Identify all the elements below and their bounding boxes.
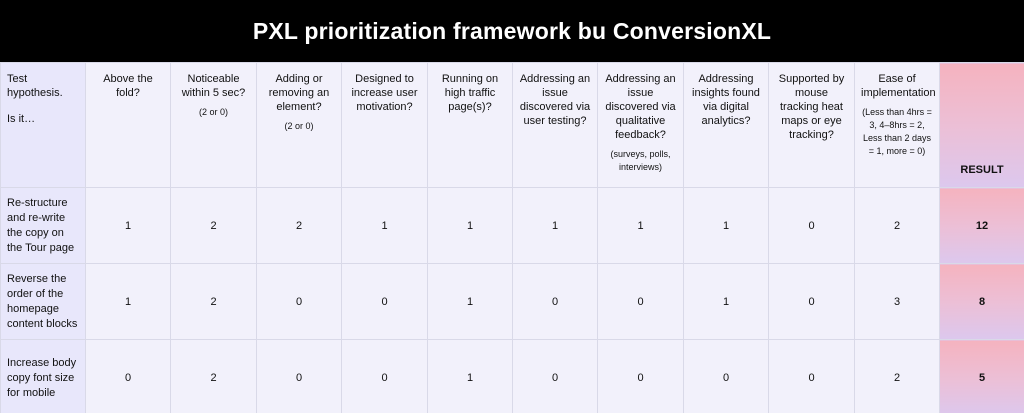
score-cell: 1: [684, 264, 769, 340]
header-title: Test hypothesis.: [7, 73, 63, 99]
score-cell: 1: [513, 188, 598, 264]
hypothesis-label: Re-structure and re-write the copy on the Tour page: [7, 196, 75, 254]
score-cell: 2: [171, 340, 257, 413]
page-title: PXL prioritization framework bu ConversionXL: [0, 0, 1024, 62]
criterion-title: Ease of implementation: [861, 73, 936, 99]
header-cell-criterion: [428, 63, 513, 188]
criterion-title: Running on high traffic page(s)?: [441, 73, 499, 113]
score-cell: 0: [684, 340, 769, 413]
header-cell-criterion: [86, 63, 171, 188]
score-cell: 0: [257, 264, 342, 340]
hypothesis-cell: [1, 188, 86, 264]
score-cell: 1: [428, 264, 513, 340]
score-cell: 0: [769, 340, 855, 413]
score-cell: 1: [342, 188, 428, 264]
criterion-title: Addressing an issue discovered via user testing?: [519, 73, 591, 127]
header-cell-test-hypothesis: [1, 63, 86, 188]
score-cell: 2: [171, 264, 257, 340]
header-cell-criterion: [769, 63, 855, 188]
score-cell: 1: [598, 188, 684, 264]
hypothesis-label: Increase body copy font size for mobile: [7, 356, 77, 399]
score-cell: 0: [769, 264, 855, 340]
score-cell: 0: [598, 264, 684, 340]
score-cell: 0: [513, 340, 598, 413]
table-body: [1, 63, 1024, 413]
hypothesis-cell: [1, 264, 86, 340]
header-cell-criterion: [257, 63, 342, 188]
hypothesis-cell: [1, 340, 86, 413]
score-cell: 1: [86, 188, 171, 264]
score-cell: 2: [855, 188, 940, 264]
criterion-title: Adding or removing an element?: [268, 73, 330, 113]
table-row: [1, 340, 1024, 413]
score-cell: 0: [769, 188, 855, 264]
score-cell: 1: [428, 188, 513, 264]
score-cell: 3: [855, 264, 940, 340]
result-cell: 12: [940, 188, 1024, 264]
criterion-title: Above the fold?: [103, 73, 153, 99]
score-cell: 1: [86, 264, 171, 340]
prioritization-table: [0, 62, 1024, 413]
score-cell: 2: [855, 340, 940, 413]
score-cell: 0: [598, 340, 684, 413]
table-row: [1, 188, 1024, 264]
header-cell-result: RESULT: [940, 63, 1024, 188]
header-cell-criterion: [855, 63, 940, 188]
result-cell: 5: [940, 340, 1024, 413]
hypothesis-label: Reverse the order of the homepage content blocks: [7, 272, 78, 330]
header-cell-criterion: [171, 63, 257, 188]
criterion-note: (2 or 0): [198, 107, 228, 117]
criterion-title: Addressing insights found via digital analytics?: [692, 73, 760, 127]
criterion-title: Supported by mouse tracking heat maps or eye tracking?: [778, 73, 845, 141]
score-cell: 0: [257, 340, 342, 413]
score-cell: 2: [171, 188, 257, 264]
criterion-note: (surveys, polls, interviews): [610, 149, 671, 172]
criterion-title: Noticeable within 5 sec?: [181, 73, 246, 99]
criterion-note: (2 or 0): [284, 121, 314, 131]
header-cell-criterion: [342, 63, 428, 188]
score-cell: 0: [342, 340, 428, 413]
header-cell-criterion: [684, 63, 769, 188]
criterion-title: Addressing an issue discovered via qualitative feedback?: [605, 73, 676, 141]
score-cell: 1: [684, 188, 769, 264]
header-cell-criterion: [598, 63, 684, 188]
header-subtitle: Is it…: [7, 113, 36, 125]
criterion-note: (Less than 4hrs = 3, 4–8hrs = 2, Less than 2 days = 1, more = 0): [862, 107, 932, 156]
criterion-title: Designed to increase user motivation?: [351, 73, 418, 113]
score-cell: 2: [257, 188, 342, 264]
score-cell: 0: [86, 340, 171, 413]
score-cell: 0: [513, 264, 598, 340]
result-cell: 8: [940, 264, 1024, 340]
header-row: [1, 63, 1024, 188]
score-cell: 0: [342, 264, 428, 340]
table-row: [1, 264, 1024, 340]
score-cell: 1: [428, 340, 513, 413]
header-cell-criterion: [513, 63, 598, 188]
